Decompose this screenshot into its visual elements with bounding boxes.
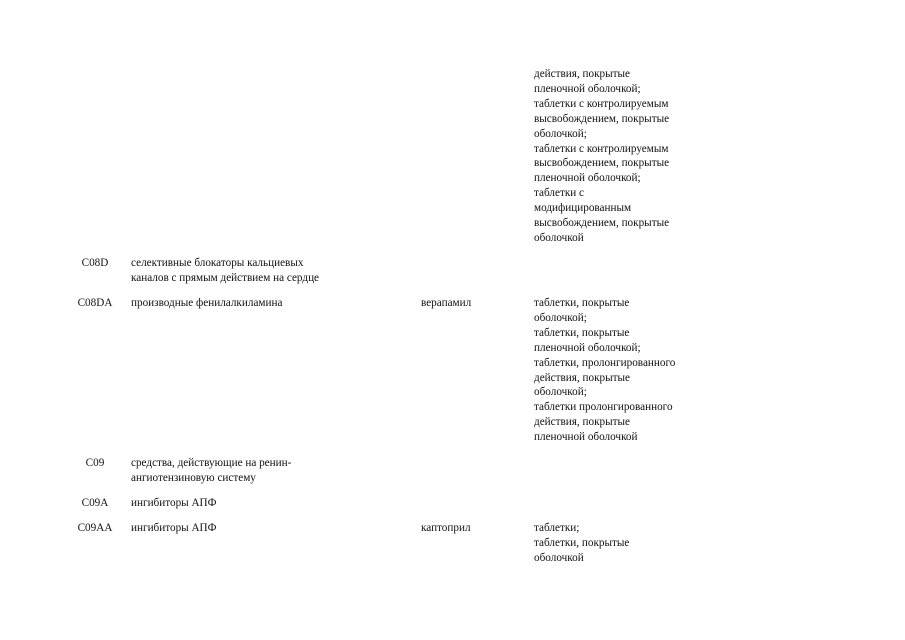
- dosage-form-line: таблетки, покрытые: [534, 297, 630, 309]
- dosage-form-line: действия, покрытые: [534, 416, 631, 429]
- dosage-form-line: пленочной оболочкой;: [534, 341, 641, 354]
- dosage-form-line: таблетки с контролируемым: [534, 142, 669, 155]
- dosage-form-line: пленочной оболочкой;: [534, 82, 641, 95]
- dosage-form-line: высвобождением, покрытые: [534, 112, 670, 125]
- anatomical-therapeutic-group: [131, 296, 282, 311]
- drug-name: верапамил: [421, 297, 472, 309]
- anatomical-therapeutic-group: [131, 521, 216, 536]
- dosage-form-line: таблетки, покрытые: [534, 326, 630, 339]
- anatomical-therapeutic-group: [131, 256, 319, 286]
- dosage-form-line: таблетки пролонгированного: [534, 401, 673, 414]
- dosage-form-line: таблетки, покрытые: [534, 536, 630, 549]
- drug-name: каптоприл: [421, 522, 471, 534]
- group-line: каналов с прямым действием на сердце: [131, 271, 320, 284]
- group-line: ингибиторы АПФ: [131, 497, 217, 509]
- dosage-form-line: таблетки, пролонгированного: [534, 356, 676, 369]
- dosage-form-line: таблетки;: [534, 522, 580, 534]
- atc-code: C08D: [81, 257, 109, 269]
- dosage-form-line: высвобождением, покрытые: [534, 157, 670, 170]
- dosage-form-line: таблетки с: [534, 187, 585, 200]
- group-line: ангиотензиновую систему: [131, 471, 256, 484]
- dosage-form-line: действия, покрытые: [534, 371, 631, 384]
- anatomical-therapeutic-group: [131, 456, 291, 486]
- group-line: средства, действующие на ренин-: [131, 457, 292, 469]
- atc-code: C08DA: [77, 297, 113, 309]
- dosage-form-line: таблетки с контролируемым: [534, 97, 669, 110]
- continuation-dosage-forms: [534, 67, 669, 246]
- atc-code: C09: [85, 457, 105, 469]
- dosage-form-line: оболочкой;: [534, 127, 587, 140]
- dosage-form-line: модифицированным: [534, 202, 632, 215]
- dosage-form-line: оболочкой: [534, 231, 584, 244]
- dosage-forms: [534, 521, 629, 566]
- atc-code: C09A: [81, 497, 109, 509]
- group-line: ингибиторы АПФ: [131, 522, 217, 534]
- dosage-form-line: оболочкой;: [534, 386, 587, 399]
- atc-code: C09AA: [77, 522, 113, 534]
- dosage-form-line: оболочкой: [534, 551, 584, 564]
- anatomical-therapeutic-group: [131, 496, 216, 511]
- dosage-form-line: высвобождением, покрытые: [534, 217, 670, 230]
- group-line: селективные блокаторы кальциевых: [131, 257, 304, 269]
- dosage-form-line: пленочной оболочкой;: [534, 172, 641, 185]
- group-line: производные фенилалкиламина: [131, 297, 283, 309]
- dosage-form-line: действия, покрытые: [534, 68, 631, 80]
- dosage-forms: [534, 296, 675, 445]
- dosage-form-line: оболочкой;: [534, 311, 587, 324]
- dosage-form-line: пленочной оболочкой: [534, 431, 638, 444]
